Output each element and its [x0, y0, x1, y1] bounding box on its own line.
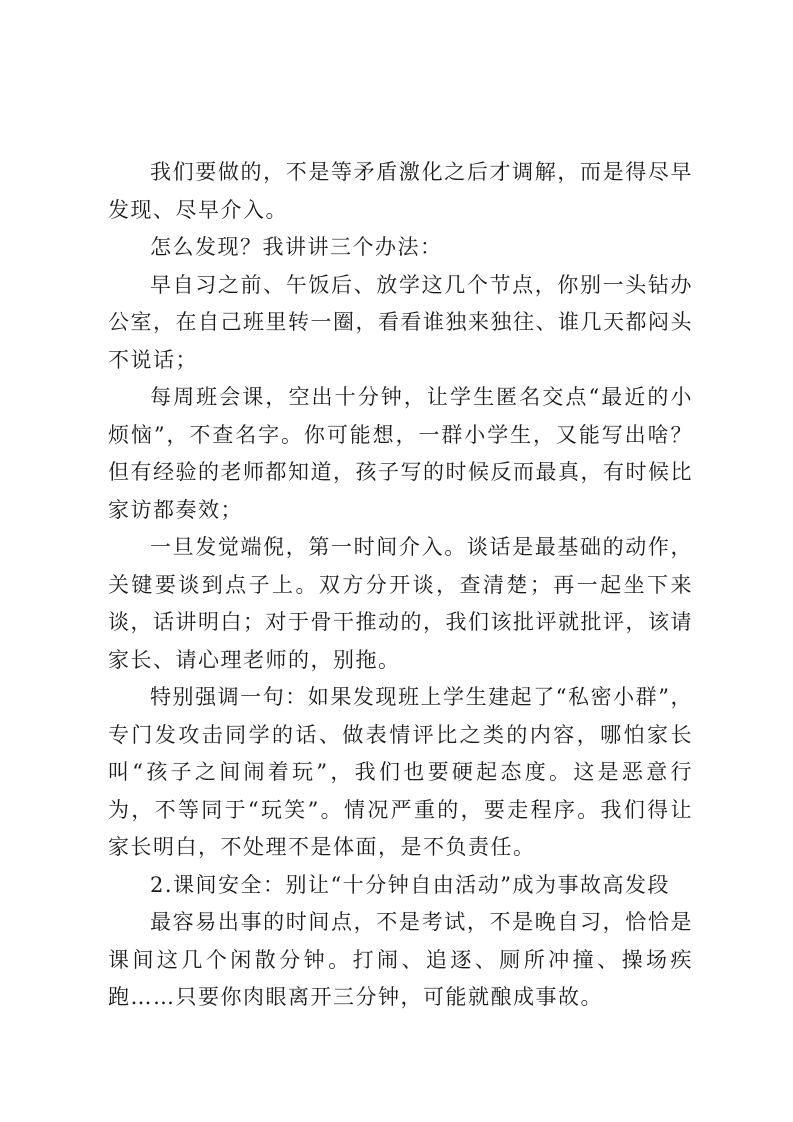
- paragraph-break-time-risk: 最容易出事的时间点，不是考试，不是晚自习，恰恰是课间这几个闲散分钟。打闹、追逐、厕所冲撞、操场疾跑……只要你肉眼离开三分钟，可能就酿成事故。: [108, 910, 693, 1009]
- section-heading-break-safety: 2.课间安全：别让“十分钟自由活动”成为事故高发段: [150, 872, 671, 897]
- paragraph-early-intervention: 我们要做的，不是等矛盾激化之后才调解，而是得尽早发现、尽早介入。: [108, 160, 693, 222]
- paragraph-method-anonymous-notes: 每周班会课，空出十分钟，让学生匿名交点“最近的小烦恼”，不查名字。你可能想，一群小学生，又能写出啥？但有经验的老师都知道，孩子写的时候反而最真，有时候比家访都奏效；: [108, 385, 693, 522]
- document-body: [108, 154, 693, 1017]
- paragraph-method-intervene: 一旦发觉端倪，第一时间介入。谈话是最基础的动作，关键要谈到点子上。双方分开谈，查清楚；再一起坐下来谈，话讲明白；对于骨干推动的，我们该批评就批评，该请家长、请心理老师的，别拖。: [108, 535, 693, 672]
- paragraph-private-group-warning: 特别强调一句：如果发现班上学生建起了“私密小群”，专门发攻击同学的话、做表情评比之类的内容，哪怕家长叫“孩子之间闹着玩”，我们也要硬起态度。这是恶意行为，不等同于“玩笑”。情况严重的，要走程序。我们得让家长明白，不处理不是体面，是不负责任。: [108, 685, 693, 859]
- paragraph-three-methods: 怎么发现？我讲讲三个办法：: [150, 235, 443, 259]
- paragraph-method-patrol: 早自习之前、午饭后、放学这几个节点，你别一头钻办公室，在自己班里转一圈，看看谁独来独往、谁几天都闷头不说话；: [108, 272, 693, 372]
